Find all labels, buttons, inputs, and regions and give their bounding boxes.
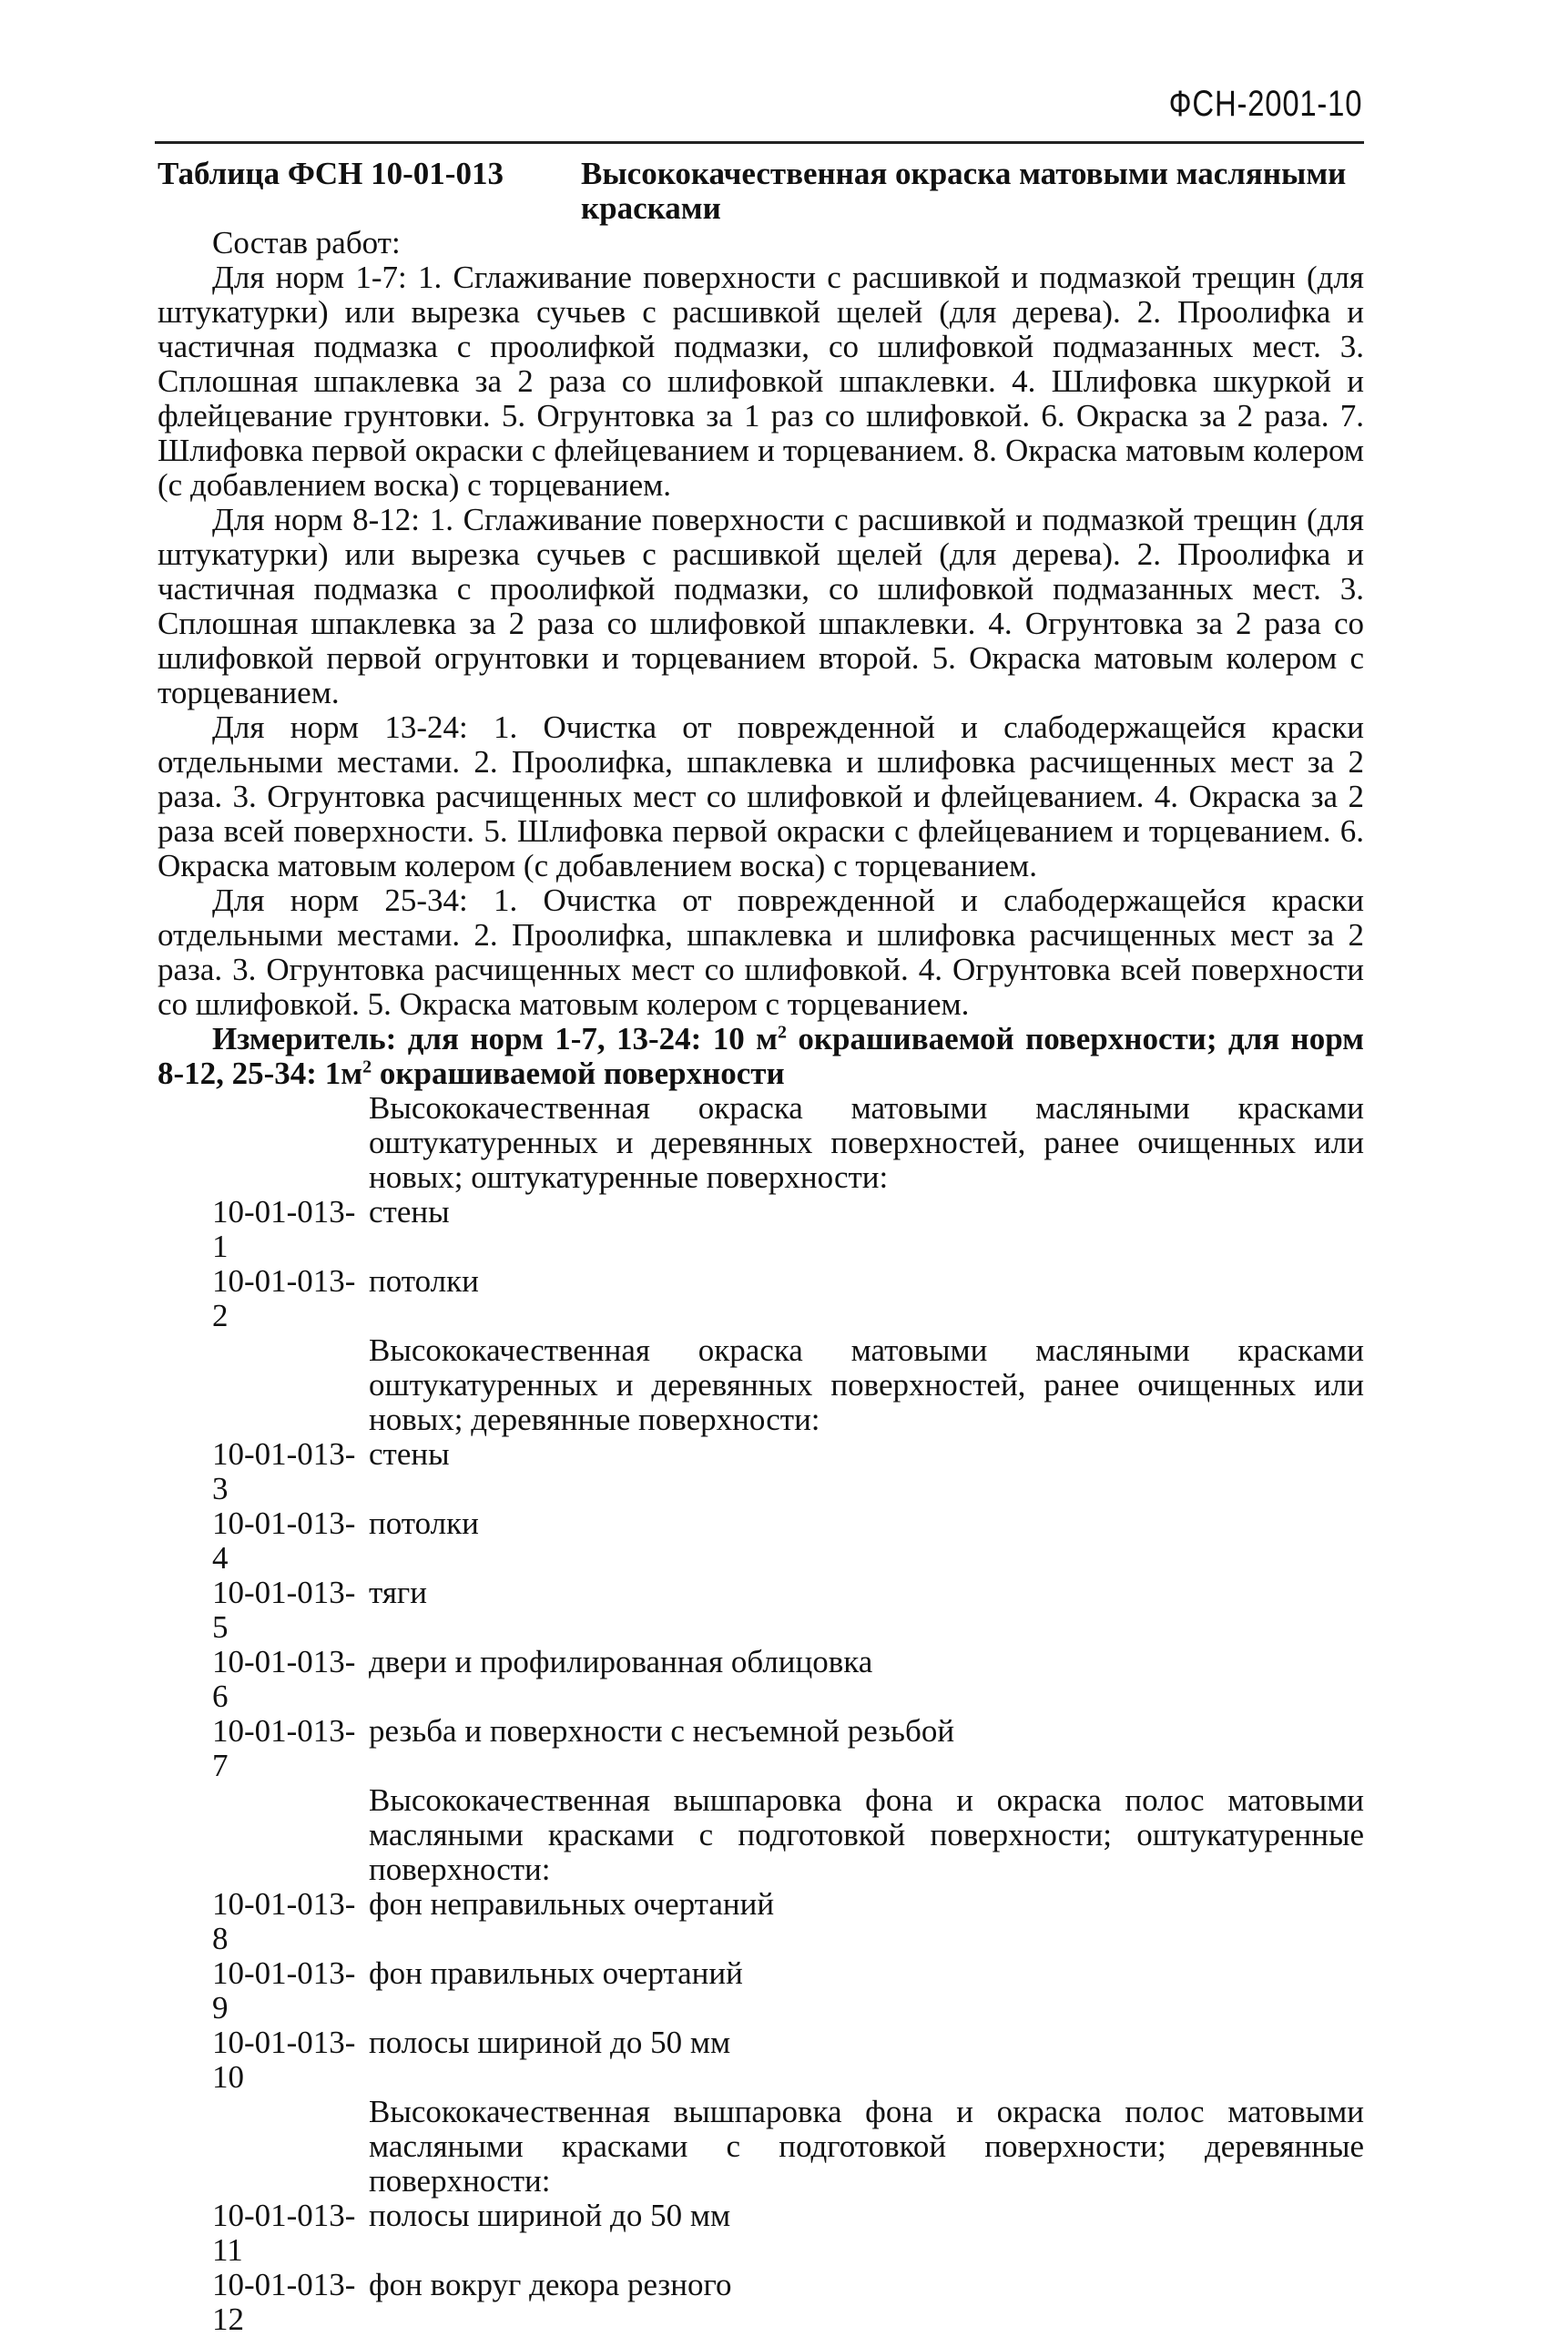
- norm-code: 10-01-013-8: [212, 1886, 356, 1956]
- norm-description: фон вокруг декора резного: [369, 2267, 732, 2302]
- norm-description: тяги: [369, 1575, 428, 1610]
- norm-group-heading: [158, 1333, 1364, 1437]
- norm-description: резьба и поверхности с несъемной резьбой: [369, 1713, 955, 1749]
- norm-description: фон правильных очертаний: [369, 1955, 743, 1991]
- norm-row: [158, 1437, 1364, 1506]
- norm-code: 10-01-013-4: [212, 1505, 356, 1576]
- work-paragraph: Для норм 25-34: 1. Очистка от поврежденной и слабодержащейся краски отдельными местами. 2. Проолифка, шпаклевка и шлифовка расчищенных мест за 2 раза. 3. Огрунтовка расчищенных мест со шлифовкой. 4. Огрунтовка всей поверхности со шлифовкой. 5. Окраска матовым колером с торцеванием.: [158, 883, 1364, 1022]
- norm-row: [158, 1645, 1364, 1714]
- norm-row: [158, 1714, 1364, 1783]
- norm-description: фон неправильных очертаний: [369, 1886, 775, 1922]
- norm-code: 10-01-013-9: [212, 1955, 356, 2026]
- norm-group-heading: [158, 1091, 1364, 1195]
- work-paragraph: Для норм 1-7: 1. Сглаживание поверхности с расшивкой и подмазкой трещин (для штукатурки) или вырезка сучьев с расшивкой щелей (для дерева). 2. Проолифка и частичная подмазка с проолифкой подмазки, со шлифовкой подмазанных мест. 3. Сплошная шпаклевка за 2 раза со шлифовкой шпаклевки. 4. Шлифовка шкуркой и флейцевание грунтовки. 5. Огрунтовка за 1 раз со шлифовкой. 6. Окраска за 2 раза. 7. Шлифовка первой окраски с флейцеванием и торцеванием. 8. Окраска матовым колером (с добавлением воска) с торцеванием.: [158, 260, 1364, 503]
- norm-row: [158, 1956, 1364, 2026]
- work-paragraph: Для норм 8-12: 1. Сглаживание поверхности с расшивкой и подмазкой трещин (для штукатурки) или вырезка сучьев с расшивкой щелей (для дерева). 2. Проолифка и частичная подмазка с проолифкой подмазки, со шлифовкой подмазанных мест. 3. Сплошная шпаклевка за 2 раза со шлифовкой шпаклевки. 4. Огрунтовка за 2 раза со шлифовкой первой огрунтовки и торцеванием второй. 5. Окраска матовым колером с торцеванием.: [158, 502, 1364, 710]
- norm-code: [158, 1333, 369, 1437]
- norm-code: 10-01-013-2: [212, 1263, 356, 1333]
- header-divider: [155, 141, 1364, 144]
- norm-row: [158, 1195, 1364, 1264]
- norm-description: двери и профилированная облицовка: [369, 1644, 873, 1679]
- norm-description: потолки: [369, 1505, 479, 1541]
- norm-group-heading: [158, 1783, 1364, 1887]
- norm-description: Высококачественная вышпаровка фона и окраска полос матовыми масляными красками с подготовкой поверхности; деревянные поверхности:: [369, 2094, 1364, 2199]
- norm-row: [158, 1264, 1364, 1333]
- document-code: ФСН-2001-10: [1168, 84, 1362, 124]
- norm-code: 10-01-013-11: [212, 2198, 356, 2268]
- measure-text: окрашиваемой поверхности; для норм 8-12, 25-34: 1м: [158, 1021, 1364, 1091]
- measure-superscript: 2: [777, 1022, 787, 1043]
- norm-group-heading: [158, 2095, 1364, 2199]
- measure-text: Измеритель: для норм 1-7, 13-24: 10 м: [212, 1021, 778, 1056]
- norm-description: стены: [369, 1194, 450, 1230]
- norm-code: [158, 1783, 369, 1887]
- norm-description: полосы шириной до 50 мм: [369, 2198, 731, 2233]
- norm-description: Высококачественная окраска матовыми масляными красками оштукатуренных и деревянных поверхностей, ранее очищенных или новых; деревянные поверхности:: [369, 1332, 1364, 1437]
- table-code: Таблица ФСН 10-01-013: [158, 156, 504, 191]
- norm-description: Высококачественная вышпаровка фона и окраска полос матовыми масляными красками с подготовкой поверхности; оштукатуренные поверхности:: [369, 1782, 1364, 1887]
- norm-code: [158, 2095, 369, 2199]
- page-content: [158, 157, 1364, 2337]
- norm-row: [158, 2199, 1364, 2268]
- norm-description: стены: [369, 1436, 450, 1472]
- norm-description: Высококачественная окраска матовыми масляными красками оштукатуренных и деревянных поверхностей, ранее очищенных или новых; оштукатуренные поверхности:: [369, 1090, 1364, 1195]
- norms-list: [158, 1091, 1364, 2337]
- table-name: Высококачественная окраска матовыми масляными красками: [581, 156, 1347, 226]
- norm-row: [158, 2268, 1364, 2337]
- measure-unit: [158, 1022, 1364, 1091]
- norm-code: 10-01-013-10: [212, 2025, 356, 2095]
- norm-row: [158, 1506, 1364, 1576]
- measure-superscript: 2: [362, 1056, 372, 1077]
- work-paragraph: Для норм 13-24: 1. Очистка от поврежденной и слабодержащейся краски отдельными местами. 2. Проолифка, шпаклевка и шлифовка расчищенных мест за 2 раза. 3. Огрунтовка расчищенных мест со шлифовкой и флейцеванием. 4. Окраска за 2 раза всей поверхности. 5. Шлифовка первой окраски с флейцеванием и торцеванием. 6. Окраска матовым колером (с добавлением воска) с торцеванием.: [158, 709, 1364, 883]
- work-composition-heading: Состав работ:: [212, 225, 401, 260]
- table-title: [158, 157, 1364, 226]
- norm-row: [158, 1887, 1364, 1956]
- norm-code: [158, 1091, 369, 1195]
- norm-code: 10-01-013-5: [212, 1575, 356, 1645]
- norm-code: 10-01-013-3: [212, 1436, 356, 1506]
- norm-code: 10-01-013-1: [212, 1194, 356, 1264]
- norm-code: 10-01-013-6: [212, 1644, 356, 1714]
- norm-code: 10-01-013-12: [212, 2267, 356, 2337]
- norm-row: [158, 1576, 1364, 1645]
- norm-row: [158, 2026, 1364, 2095]
- norm-description: потолки: [369, 1263, 479, 1299]
- norm-code: 10-01-013-7: [212, 1713, 356, 1783]
- norm-description: полосы шириной до 50 мм: [369, 2025, 731, 2060]
- measure-text: окрашиваемой поверхности: [372, 1056, 785, 1091]
